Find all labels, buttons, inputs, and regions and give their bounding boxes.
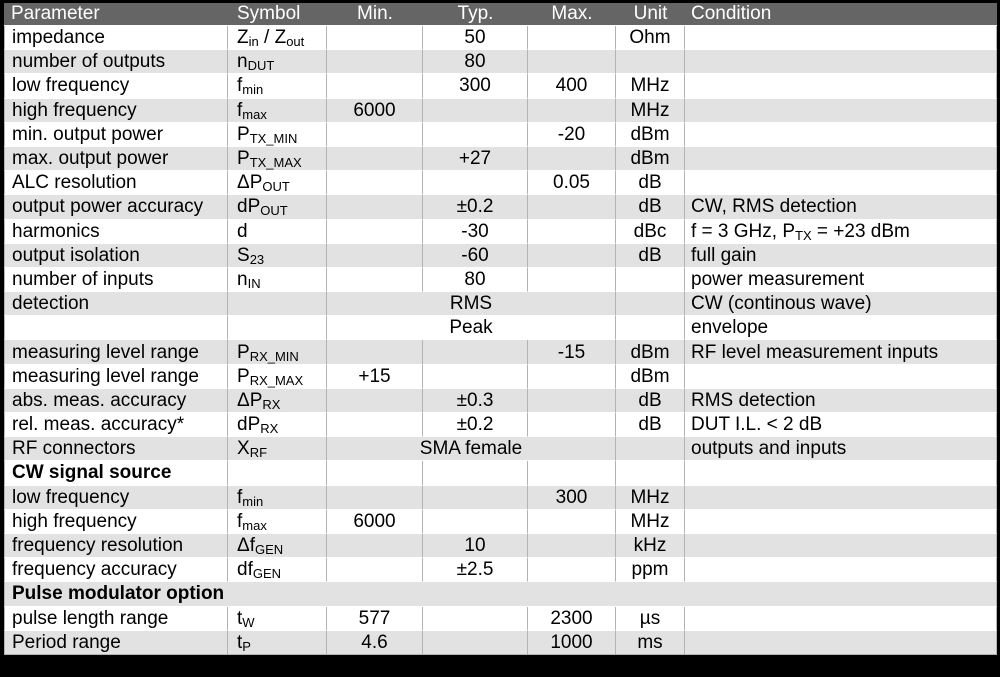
param-cell: max. output power	[4, 147, 228, 171]
symbol-cell: $P_{TX\_MIN}$	[228, 123, 327, 147]
section-title-cell: Pulse modulator option	[4, 582, 997, 606]
min-cell	[327, 220, 423, 244]
unit-cell: MHz	[616, 99, 685, 123]
param-cell: detection	[4, 292, 228, 316]
min-cell	[327, 244, 423, 268]
min-cell	[327, 340, 423, 364]
condition-cell	[685, 558, 997, 582]
table-row	[4, 582, 997, 606]
min-cell	[327, 534, 423, 558]
param-cell: high frequency	[4, 99, 228, 123]
unit-cell	[616, 268, 685, 292]
symbol-cell: $P_{RX\_MAX}$	[228, 365, 327, 389]
min-cell: 4.6	[327, 631, 423, 655]
header-row	[4, 3, 997, 26]
col-header-min: Min.	[327, 3, 423, 26]
typ-cell: 10	[423, 534, 528, 558]
condition-cell	[685, 631, 997, 655]
max-cell: -15	[528, 340, 616, 364]
symbol-cell: $f_{max}$	[228, 510, 327, 534]
param-cell: impedance	[4, 26, 228, 50]
param-cell	[4, 316, 228, 340]
typ-cell	[423, 461, 528, 485]
typ-cell	[423, 99, 528, 123]
condition-cell	[685, 510, 997, 534]
param-cell: abs. meas. accuracy	[4, 389, 228, 413]
typ-cell: 80	[423, 50, 528, 74]
unit-cell	[616, 50, 685, 74]
merged-value-cell: SMA female	[327, 437, 616, 461]
unit-cell: ppm	[616, 558, 685, 582]
max-cell	[528, 220, 616, 244]
table-row	[4, 340, 997, 364]
condition-cell: f = 3 GHz, $P_{TX} = +23$ dBm	[685, 220, 997, 244]
max-cell	[528, 99, 616, 123]
param-cell: CW signal source	[4, 461, 228, 485]
condition-cell: RMS detection	[685, 389, 997, 413]
table-row	[4, 50, 997, 74]
typ-cell	[423, 510, 528, 534]
unit-cell: dB	[616, 413, 685, 437]
symbol-cell: $n_{IN}$	[228, 268, 327, 292]
table-row	[4, 437, 997, 461]
unit-cell: MHz	[616, 74, 685, 98]
unit-cell	[616, 437, 685, 461]
unit-cell: dB	[616, 195, 685, 219]
max-cell	[528, 365, 616, 389]
table-row	[4, 461, 997, 485]
min-cell	[327, 486, 423, 510]
condition-cell: outputs and inputs	[685, 437, 997, 461]
symbol-cell: $\Delta P_{OUT}$	[228, 171, 327, 195]
symbol-cell: $t_W$	[228, 607, 327, 631]
param-cell: pulse length range	[4, 607, 228, 631]
max-cell	[528, 195, 616, 219]
unit-cell	[616, 316, 685, 340]
min-cell	[327, 74, 423, 98]
col-header-condition: Condition	[685, 3, 997, 26]
table-row	[4, 195, 997, 219]
unit-cell	[616, 292, 685, 316]
symbol-cell: $P_{TX\_MAX}$	[228, 147, 327, 171]
table-row	[4, 292, 997, 316]
table-row	[4, 631, 997, 655]
max-cell: 1000	[528, 631, 616, 655]
table-row	[4, 244, 997, 268]
table-row	[4, 486, 997, 510]
col-header-typ: Typ.	[423, 3, 528, 26]
symbol-cell: $P_{RX\_MIN}$	[228, 340, 327, 364]
unit-cell: kHz	[616, 534, 685, 558]
table-row	[4, 74, 997, 98]
min-cell	[327, 389, 423, 413]
min-cell: 577	[327, 607, 423, 631]
typ-cell	[423, 486, 528, 510]
max-cell	[528, 510, 616, 534]
table-row	[4, 171, 997, 195]
typ-cell	[423, 631, 528, 655]
max-cell: 400	[528, 74, 616, 98]
typ-cell: -30	[423, 220, 528, 244]
unit-cell: dBm	[616, 123, 685, 147]
typ-cell: 80	[423, 268, 528, 292]
param-cell: Period range	[4, 631, 228, 655]
symbol-cell	[228, 292, 327, 316]
symbol-cell: $n_{DUT}$	[228, 50, 327, 74]
condition-cell: envelope	[685, 316, 997, 340]
max-cell	[528, 50, 616, 74]
table-row	[4, 365, 997, 389]
col-header-max: Max.	[528, 3, 616, 26]
min-cell: 6000	[327, 510, 423, 534]
symbol-cell: $dP_{RX}$	[228, 413, 327, 437]
symbol-cell: $X_{RF}$	[228, 437, 327, 461]
min-cell	[327, 558, 423, 582]
condition-cell	[685, 26, 997, 50]
min-cell	[327, 26, 423, 50]
condition-cell	[685, 461, 997, 485]
unit-cell	[616, 461, 685, 485]
table-row	[4, 389, 997, 413]
table-row	[4, 558, 997, 582]
condition-cell	[685, 607, 997, 631]
unit-cell: µs	[616, 607, 685, 631]
condition-cell	[685, 486, 997, 510]
symbol-cell: $f_{max}$	[228, 99, 327, 123]
symbol-cell: $\Delta P_{RX}$	[228, 389, 327, 413]
typ-cell: ±0.2	[423, 413, 528, 437]
symbol-cell: d	[228, 220, 327, 244]
unit-cell: MHz	[616, 486, 685, 510]
typ-cell: 300	[423, 74, 528, 98]
table-row	[4, 220, 997, 244]
min-cell	[327, 123, 423, 147]
param-cell: measuring level range	[4, 340, 228, 364]
min-cell	[327, 268, 423, 292]
spec-table	[4, 3, 997, 655]
table-row	[4, 268, 997, 292]
min-cell	[327, 461, 423, 485]
condition-cell	[685, 171, 997, 195]
typ-cell	[423, 171, 528, 195]
typ-cell	[423, 607, 528, 631]
unit-cell: dB	[616, 171, 685, 195]
min-cell	[327, 413, 423, 437]
spec-table-frame	[4, 3, 997, 655]
condition-cell	[685, 74, 997, 98]
condition-cell	[685, 123, 997, 147]
unit-cell: Ohm	[616, 26, 685, 50]
max-cell: 2300	[528, 607, 616, 631]
param-cell: ALC resolution	[4, 171, 228, 195]
param-cell: low frequency	[4, 74, 228, 98]
min-cell	[327, 147, 423, 171]
typ-cell: ±2.5	[423, 558, 528, 582]
symbol-cell: $\Delta f_{GEN}$	[228, 534, 327, 558]
table-row	[4, 123, 997, 147]
max-cell: -20	[528, 123, 616, 147]
symbol-cell: $f_{min}$	[228, 486, 327, 510]
max-cell	[528, 147, 616, 171]
min-cell	[327, 50, 423, 74]
unit-cell: dBc	[616, 220, 685, 244]
condition-cell	[685, 99, 997, 123]
param-cell: rel. meas. accuracy*	[4, 413, 228, 437]
unit-cell: MHz	[616, 510, 685, 534]
symbol-cell	[228, 461, 327, 485]
symbol-cell: $Z_{in} / Z_{out}$	[228, 26, 327, 50]
condition-cell: full gain	[685, 244, 997, 268]
spec-table-body	[4, 26, 997, 655]
spec-table-header	[4, 3, 997, 26]
unit-cell: dBm	[616, 147, 685, 171]
max-cell	[528, 244, 616, 268]
max-cell	[528, 268, 616, 292]
unit-cell: dB	[616, 244, 685, 268]
symbol-cell: $S_{23}$	[228, 244, 327, 268]
unit-cell: dBm	[616, 340, 685, 364]
typ-cell: 50	[423, 26, 528, 50]
symbol-cell: $dP_{OUT}$	[228, 195, 327, 219]
param-cell: output power accuracy	[4, 195, 228, 219]
typ-cell	[423, 123, 528, 147]
max-cell	[528, 558, 616, 582]
max-cell	[528, 413, 616, 437]
symbol-cell: $t_P$	[228, 631, 327, 655]
param-cell: frequency accuracy	[4, 558, 228, 582]
table-row	[4, 147, 997, 171]
table-row	[4, 413, 997, 437]
symbol-cell: $df_{GEN}$	[228, 558, 327, 582]
col-header-parameter: Parameter	[4, 3, 228, 26]
typ-cell: ±0.3	[423, 389, 528, 413]
typ-cell: ±0.2	[423, 195, 528, 219]
param-cell: number of outputs	[4, 50, 228, 74]
max-cell: 300	[528, 486, 616, 510]
max-cell	[528, 26, 616, 50]
col-header-unit: Unit	[616, 3, 685, 26]
table-row	[4, 510, 997, 534]
merged-value-cell: RMS	[327, 292, 616, 316]
table-row	[4, 534, 997, 558]
symbol-cell	[228, 316, 327, 340]
param-cell: number of inputs	[4, 268, 228, 292]
param-cell: frequency resolution	[4, 534, 228, 558]
min-cell	[327, 195, 423, 219]
max-cell: 0.05	[528, 171, 616, 195]
min-cell: +15	[327, 365, 423, 389]
condition-cell	[685, 147, 997, 171]
condition-cell: DUT I.L. < 2 dB	[685, 413, 997, 437]
condition-cell: CW, RMS detection	[685, 195, 997, 219]
param-cell: output isolation	[4, 244, 228, 268]
table-row	[4, 607, 997, 631]
max-cell	[528, 534, 616, 558]
unit-cell: dBm	[616, 365, 685, 389]
condition-cell: CW (continous wave)	[685, 292, 997, 316]
typ-cell	[423, 340, 528, 364]
param-cell: high frequency	[4, 510, 228, 534]
max-cell	[528, 461, 616, 485]
param-cell: low frequency	[4, 486, 228, 510]
typ-cell	[423, 365, 528, 389]
table-row	[4, 316, 997, 340]
symbol-cell: $f_{min}$	[228, 74, 327, 98]
param-cell: min. output power	[4, 123, 228, 147]
condition-cell: RF level measurement inputs	[685, 340, 997, 364]
min-cell	[327, 171, 423, 195]
unit-cell: ms	[616, 631, 685, 655]
condition-cell	[685, 50, 997, 74]
condition-cell	[685, 365, 997, 389]
condition-cell: power measurement	[685, 268, 997, 292]
table-row	[4, 26, 997, 50]
condition-cell	[685, 534, 997, 558]
merged-value-cell: Peak	[327, 316, 616, 340]
typ-cell: -60	[423, 244, 528, 268]
col-header-symbol: Symbol	[228, 3, 327, 26]
min-cell: 6000	[327, 99, 423, 123]
table-row	[4, 99, 997, 123]
unit-cell: dB	[616, 389, 685, 413]
param-cell: measuring level range	[4, 365, 228, 389]
typ-cell: +27	[423, 147, 528, 171]
param-cell: harmonics	[4, 220, 228, 244]
max-cell	[528, 389, 616, 413]
param-cell: RF connectors	[4, 437, 228, 461]
